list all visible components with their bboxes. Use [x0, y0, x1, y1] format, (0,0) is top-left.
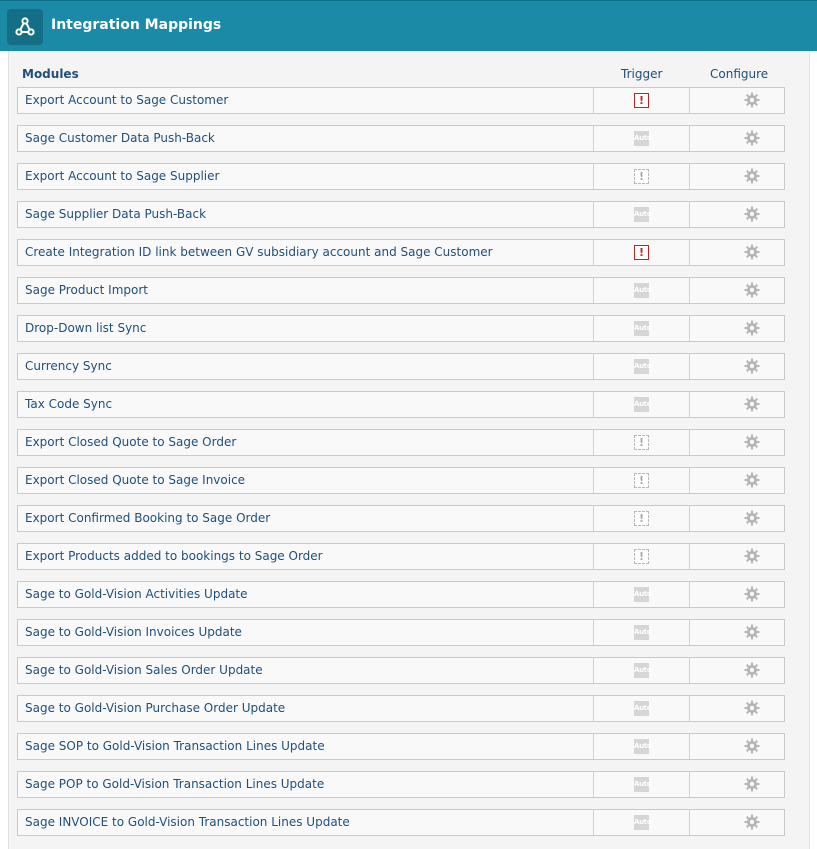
- manual-trigger-icon[interactable]: !: [634, 245, 649, 260]
- module-name-cell: [18, 506, 594, 531]
- trigger-cell: [594, 620, 690, 645]
- module-link[interactable]: Currency Sync: [25, 359, 112, 373]
- auto-trigger-icon: Auto: [634, 283, 649, 298]
- manual-trigger-disabled-icon: !: [634, 169, 649, 184]
- auto-trigger-icon: Auto: [634, 815, 649, 830]
- page-title: Integration Mappings: [51, 17, 222, 33]
- gear-icon[interactable]: [744, 510, 760, 526]
- trigger-cell: [594, 88, 690, 113]
- trigger-cell: [594, 810, 690, 835]
- table-row: [17, 353, 785, 380]
- column-header-trigger: Trigger: [621, 67, 663, 81]
- gear-icon[interactable]: [744, 662, 760, 678]
- trigger-cell: [594, 278, 690, 303]
- table-row: [17, 809, 785, 836]
- module-link[interactable]: Sage SOP to Gold-Vision Transaction Lines Update: [25, 739, 325, 753]
- configure-cell: [690, 810, 784, 835]
- table-row: [17, 125, 785, 152]
- module-link[interactable]: Sage Supplier Data Push-Back: [25, 207, 207, 221]
- configure-cell: [690, 772, 784, 797]
- configure-cell: [690, 240, 784, 265]
- trigger-cell: [594, 202, 690, 227]
- table-row: [17, 239, 785, 266]
- trigger-cell: [594, 658, 690, 683]
- module-name-cell: [18, 240, 594, 265]
- module-link[interactable]: Sage Customer Data Push-Back: [25, 131, 215, 145]
- module-link[interactable]: Sage to Gold-Vision Purchase Order Update: [25, 701, 286, 715]
- trigger-cell: [594, 734, 690, 759]
- configure-cell: [690, 354, 784, 379]
- gear-icon[interactable]: [744, 776, 760, 792]
- gear-icon[interactable]: [744, 168, 760, 184]
- module-name-cell: [18, 316, 594, 341]
- module-link[interactable]: Tax Code Sync: [25, 397, 113, 411]
- trigger-cell: [594, 772, 690, 797]
- table-row: [17, 619, 785, 646]
- module-name-cell: [18, 88, 594, 113]
- auto-trigger-icon: Auto: [634, 663, 649, 678]
- module-link[interactable]: Sage INVOICE to Gold-Vision Transaction Lines Update: [25, 815, 350, 829]
- configure-cell: [690, 696, 784, 721]
- module-link[interactable]: Sage to Gold-Vision Invoices Update: [25, 625, 242, 639]
- gear-icon[interactable]: [744, 206, 760, 222]
- configure-cell: [690, 734, 784, 759]
- module-name-cell: [18, 658, 594, 683]
- gear-icon[interactable]: [744, 358, 760, 374]
- table-row: [17, 429, 785, 456]
- auto-trigger-icon: Auto: [634, 359, 649, 374]
- gear-icon[interactable]: [744, 814, 760, 830]
- configure-cell: [690, 316, 784, 341]
- module-name-cell: [18, 620, 594, 645]
- module-name-cell: [18, 430, 594, 455]
- module-link[interactable]: Export Products added to bookings to Sage Order: [25, 549, 323, 563]
- gear-icon[interactable]: [744, 282, 760, 298]
- configure-cell: [690, 544, 784, 569]
- module-name-cell: [18, 544, 594, 569]
- manual-trigger-disabled-icon: !: [634, 473, 649, 488]
- gear-icon[interactable]: [744, 586, 760, 602]
- module-link[interactable]: Sage POP to Gold-Vision Transaction Lines Update: [25, 777, 325, 791]
- table-row: [17, 543, 785, 570]
- module-link[interactable]: Export Confirmed Booking to Sage Order: [25, 511, 271, 525]
- module-link[interactable]: Sage Product Import: [25, 283, 148, 297]
- trigger-cell: [594, 430, 690, 455]
- table-row: [17, 581, 785, 608]
- table-row: [17, 771, 785, 798]
- manual-trigger-icon[interactable]: !: [634, 93, 649, 108]
- gear-icon[interactable]: [744, 472, 760, 488]
- table-row: [17, 505, 785, 532]
- module-name-cell: [18, 468, 594, 493]
- trigger-cell: [594, 392, 690, 417]
- auto-trigger-icon: Auto: [634, 625, 649, 640]
- table-row: [17, 163, 785, 190]
- webhook-icon: [7, 9, 43, 45]
- module-link[interactable]: Create Integration ID link between GV subsidiary account and Sage Customer: [25, 245, 493, 259]
- auto-trigger-icon: Auto: [634, 701, 649, 716]
- trigger-cell: [594, 240, 690, 265]
- column-header-configure: Configure: [710, 67, 769, 81]
- table-row: [17, 695, 785, 722]
- trigger-cell: [594, 126, 690, 151]
- manual-trigger-disabled-icon: !: [634, 435, 649, 450]
- table-row: [17, 277, 785, 304]
- module-link[interactable]: Export Account to Sage Customer: [25, 93, 229, 107]
- auto-trigger-icon: Auto: [634, 131, 649, 146]
- module-link[interactable]: Export Closed Quote to Sage Invoice: [25, 473, 246, 487]
- table-row: [17, 87, 785, 114]
- configure-cell: [690, 620, 784, 645]
- module-name-cell: [18, 278, 594, 303]
- gear-icon[interactable]: [744, 738, 760, 754]
- table-row: [17, 657, 785, 684]
- module-link[interactable]: Export Closed Quote to Sage Order: [25, 435, 237, 449]
- trigger-cell: [594, 696, 690, 721]
- gear-icon[interactable]: [744, 130, 760, 146]
- gear-icon[interactable]: [744, 624, 760, 640]
- configure-cell: [690, 506, 784, 531]
- configure-cell: [690, 582, 784, 607]
- configure-cell: [690, 430, 784, 455]
- configure-cell: [690, 658, 784, 683]
- manual-trigger-disabled-icon: !: [634, 549, 649, 564]
- module-link[interactable]: Drop-Down list Sync: [25, 321, 147, 335]
- auto-trigger-icon: Auto: [634, 397, 649, 412]
- gear-icon[interactable]: [744, 92, 760, 108]
- module-name-cell: [18, 392, 594, 417]
- auto-trigger-icon: Auto: [634, 739, 649, 754]
- auto-trigger-icon: Auto: [634, 321, 649, 336]
- trigger-cell: [594, 354, 690, 379]
- table-row: [17, 467, 785, 494]
- module-name-cell: [18, 734, 594, 759]
- table-row: [17, 391, 785, 418]
- gear-icon[interactable]: [744, 548, 760, 564]
- gear-icon[interactable]: [744, 396, 760, 412]
- table-row: [17, 315, 785, 342]
- module-name-cell: [18, 126, 594, 151]
- trigger-cell: [594, 164, 690, 189]
- module-name-cell: [18, 582, 594, 607]
- gear-icon[interactable]: [744, 434, 760, 450]
- configure-cell: [690, 468, 784, 493]
- module-name-cell: [18, 810, 594, 835]
- gear-icon[interactable]: [744, 700, 760, 716]
- trigger-cell: [594, 316, 690, 341]
- gear-icon[interactable]: [744, 244, 760, 260]
- module-link[interactable]: Export Account to Sage Supplier: [25, 169, 220, 183]
- auto-trigger-icon: Auto: [634, 777, 649, 792]
- table-row: [17, 733, 785, 760]
- configure-cell: [690, 202, 784, 227]
- module-name-cell: [18, 354, 594, 379]
- module-name-cell: [18, 696, 594, 721]
- module-link[interactable]: Sage to Gold-Vision Activities Update: [25, 587, 248, 601]
- configure-cell: [690, 164, 784, 189]
- manual-trigger-disabled-icon: !: [634, 511, 649, 526]
- trigger-cell: [594, 506, 690, 531]
- column-header-modules: Modules: [22, 67, 79, 81]
- page-header: [0, 0, 817, 51]
- module-name-cell: [18, 772, 594, 797]
- auto-trigger-icon: Auto: [634, 207, 649, 222]
- trigger-cell: [594, 468, 690, 493]
- gear-icon[interactable]: [744, 320, 760, 336]
- trigger-cell: [594, 544, 690, 569]
- configure-cell: [690, 126, 784, 151]
- auto-trigger-icon: Auto: [634, 587, 649, 602]
- table-row: [17, 201, 785, 228]
- module-link[interactable]: Sage to Gold-Vision Sales Order Update: [25, 663, 263, 677]
- configure-cell: [690, 278, 784, 303]
- configure-cell: [690, 88, 784, 113]
- configure-cell: [690, 392, 784, 417]
- module-name-cell: [18, 164, 594, 189]
- module-name-cell: [18, 202, 594, 227]
- trigger-cell: [594, 582, 690, 607]
